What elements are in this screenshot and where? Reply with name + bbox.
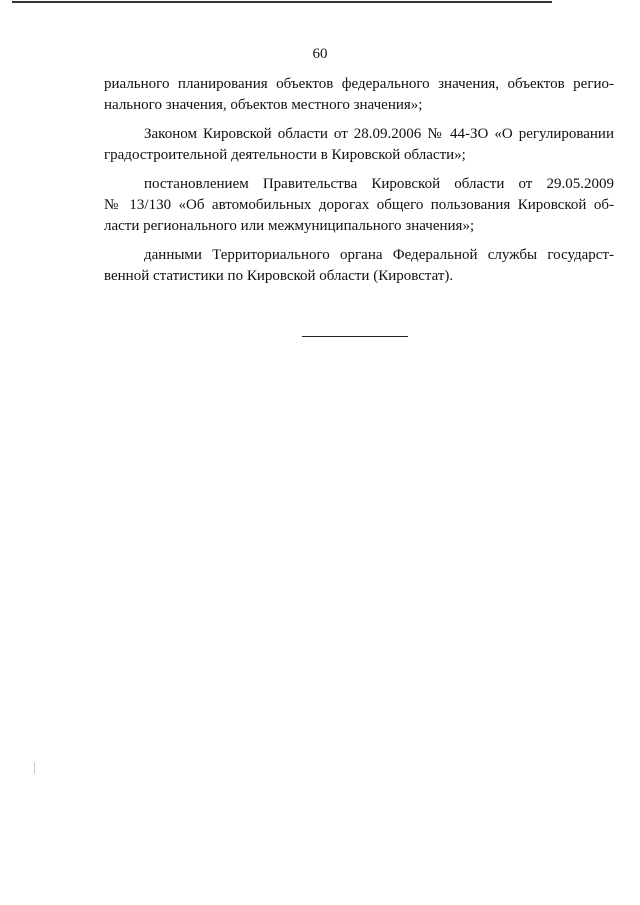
text-line: градостроительной деятельности в Кировской области»; (104, 147, 466, 163)
top-border-line (12, 1, 552, 3)
text-line: № 13/130 «Об автомобильных дорогах общего пользования Кировской об- (104, 197, 614, 213)
text-line: риального планирования объектов федерального значения, объектов регио- (104, 76, 614, 92)
text-line: венной статистики по Кировской области (Кировстат). (104, 268, 454, 284)
text-line: Законом Кировской области от 28.09.2006 № 44-ЗО «О регулировании (144, 126, 614, 142)
page-number: 60 (312, 46, 328, 62)
paragraph-2 (104, 124, 614, 166)
text-line: данными Территориального органа Федеральной службы государст- (144, 247, 614, 263)
end-of-document-line (302, 336, 408, 337)
paragraph-3 (104, 174, 614, 237)
text-line: нального значения, объектов местного значения»; (104, 97, 423, 113)
document-body (104, 74, 614, 287)
scan-artifact-mark (34, 762, 35, 774)
paragraph-1 (104, 74, 614, 116)
text-line: постановлением Правительства Кировской области от 29.05.2009 (144, 176, 614, 192)
paragraph-4 (104, 245, 614, 287)
text-line: ласти регионального или межмуниципального значения»; (104, 218, 475, 234)
